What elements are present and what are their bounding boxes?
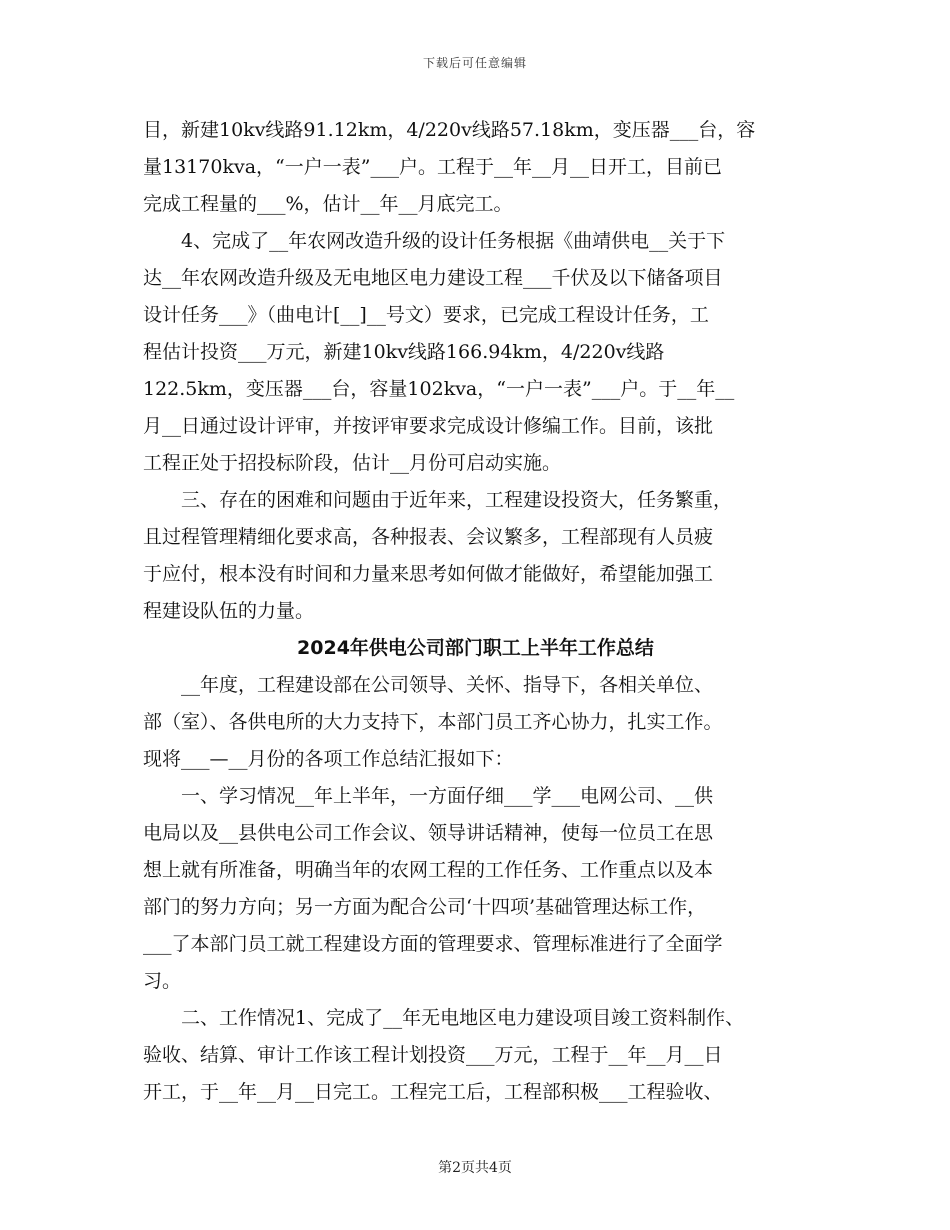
- text-line: 4、完成了__年农网改造升级的设计任务根据《曲靖供电__关于下: [143, 230, 726, 252]
- text-line: 目，新建10kv线路91.12km，4/220v线路57.18km，变压器___台，容: [143, 119, 756, 141]
- text-line: 工程正处于招投标阶段，估计__月份可启动实施。: [143, 452, 562, 474]
- text-line: 部（室）、各供电所的大力支持下，本部门员工齐心协力，扎实工作。: [143, 711, 723, 733]
- text-line: 三、存在的困难和问题由于近年来，工程建设投资大，任务繁重，: [143, 489, 733, 511]
- text-line: 完成工程量的___%，估计__年__月底完工。: [143, 193, 513, 215]
- text-line: ___了本部门员工就工程建设方面的管理要求、管理标准进行了全面学: [143, 933, 723, 955]
- text-line: 达__年农网改造升级及无电地区电力建设工程___千伏及以下储备项目: [143, 267, 723, 289]
- text-line: 习。: [143, 970, 182, 992]
- text-line: 现将___—__月份的各项工作总结汇报如下：: [143, 748, 514, 770]
- text-line: 程建设队伍的力量。: [143, 600, 315, 622]
- text-line: __年度，工程建设部在公司领导、关怀、指导下，各相关单位、: [143, 674, 714, 696]
- text-line: 电局以及__县供电公司工作会议、领导讲话精神，使每一位员工在思: [143, 822, 714, 844]
- page-header: 下载后可任意编辑: [422, 56, 527, 70]
- text-line: 部门的努力方向；另一方面为配合公司‘十四项’基础管理达标工作，: [143, 896, 707, 918]
- page-footer: 第2页共4页: [438, 1160, 512, 1176]
- text-line: 月__日通过设计评审，并按评审要求完成设计修编工作。目前，该批: [143, 415, 714, 437]
- text-line: 设计任务___》（曲电计[__]__号文）要求，已完成工程设计任务，工: [143, 304, 709, 326]
- text-line: 想上就有所准备，明确当年的农网工程的工作任务、工作重点以及本: [143, 859, 714, 881]
- text-line: 量13170kva，“一户一表”___户。工程于__年__月__日开工，目前已: [143, 156, 722, 178]
- section-title: 2024年供电公司部门职工上半年工作总结: [297, 637, 654, 659]
- text-line: 二、工作情况1、完成了__年无电地区电力建设项目竣工资料制作、: [143, 1007, 745, 1029]
- document-body: [143, 112, 808, 1111]
- text-line: 验收、结算、审计工作该工程计划投资___万元，工程于__年__月__日: [143, 1044, 723, 1066]
- text-line: 122.5km，变压器___台，容量102kva，“一户一表”___户。于__年__: [143, 378, 735, 400]
- text-line: 开工，于__年__月__日完工。工程完工后，工程部积极___工程验收、: [143, 1081, 723, 1103]
- text-line: 于应付，根本没有时间和力量来思考如何做才能做好，希望能加强工: [143, 563, 714, 585]
- text-line: 一、学习情况__年上半年，一方面仔细___学___电网公司、__供: [143, 785, 714, 807]
- text-line: 且过程管理精细化要求高，各种报表、会议繁多，工程部现有人员疲: [143, 526, 714, 548]
- text-line: 程估计投资___万元，新建10kv线路166.94km，4/220v线路: [143, 341, 665, 363]
